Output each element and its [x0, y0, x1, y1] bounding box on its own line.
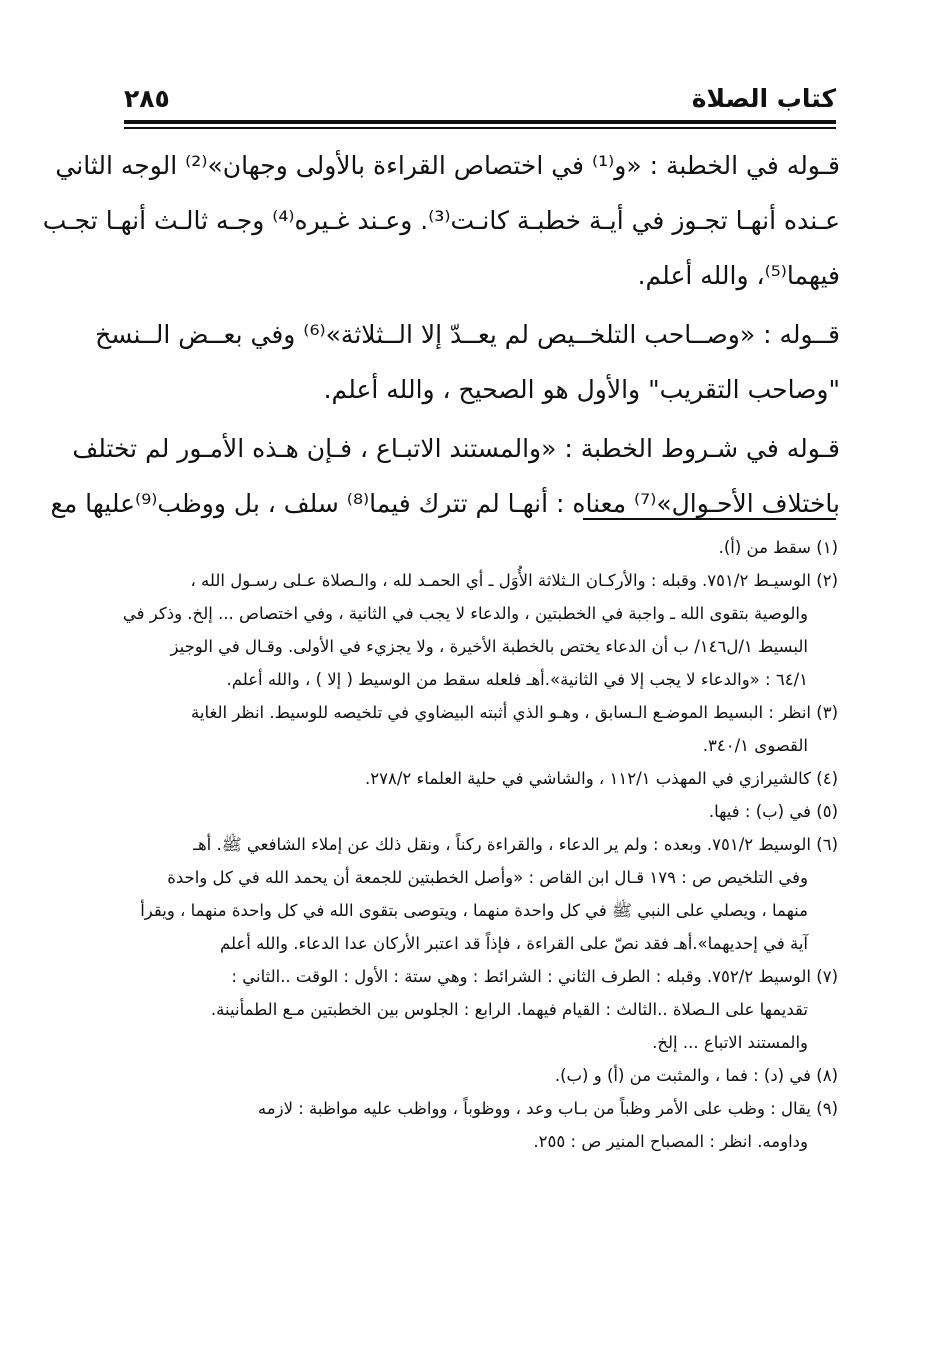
header-rule-thin	[124, 127, 836, 129]
page-header	[124, 84, 836, 118]
main-line-4: قــوله : «وصــاحب التلخــيص لم يعــدّ إلا الــثلاثة»⁽⁶⁾ وفي بعــض الــنسخ	[95, 320, 840, 349]
footnote-line-8: (٤) كالشيرازي في المهذب ١١٢/١ ، والشاشي في حلية العلماء ٢٧٨/٢.	[365, 769, 838, 788]
page-number: ٢٨٥	[124, 84, 170, 113]
footnotes	[118, 531, 838, 1158]
footnote-line-17: (٨) في (د) : فما ، والمثبت من (أ) و (ب).	[554, 1066, 838, 1085]
main-line-6: قـوله في شـروط الخطبة : «والمستند الاتبـاع ، فـإن هـذه الأمـور لم تختلف	[72, 434, 840, 463]
chapter-title: كتاب الصلاة	[691, 84, 836, 113]
footnote-line-1: (١) سقط من (أ).	[718, 538, 838, 557]
footnote-line-16: والمستند الاتباع ... إلخ.	[652, 1033, 808, 1052]
main-line-1: قـوله في الخطبة : «و⁽¹⁾ في اختصاص القراءة بالأولى وجهان»⁽²⁾ الوجه الثاني	[55, 151, 840, 180]
footnote-line-9: (٥) في (ب) : فيها.	[708, 802, 838, 821]
footnote-line-4: البسيط ١/ل١٤٦/ ب أن الدعاء يختص بالخطبة الأخيرة ، ولا يجزيء في الأولى. وقـال في الوجيز	[170, 637, 808, 656]
footnote-line-3: والوصية بتقوى الله ـ واجبة في الخطبتين ، والدعاء لا يجب في الثانية ، وفي اختصاص ... إلخ. وذكر في	[122, 604, 808, 623]
main-text	[42, 138, 840, 531]
main-line-5: "وصاحب التقريب" والأول هو الصحيح ، والله أعلم.	[323, 375, 840, 404]
footnote-line-10: (٦) الوسيط ٧٥١/٢. وبعده : ولم ير الدعاء ، والقراءة ركناً ، ونقل ذلك عن إملاء الشافعي ﷺ. أهـ	[193, 835, 838, 854]
footnote-line-14: (٧) الوسيط ٧٥٢/٢. وقبله : الطرف الثاني : الشرائط : وهي ستة : الأول : الوقت ..الثاني :	[231, 967, 838, 986]
footnote-line-5: ٦٤/١ : «والدعاء لا يجب إلا في الثانية».أهـ فلعله سقط من الوسيط ( إلا ) ، والله أعلم.	[226, 670, 808, 689]
main-line-2: عـنده أنهـا تجـوز في أيـة خطبـة كانـت⁽³⁾. وعـند غـيره⁽⁴⁾ وجـه ثالـث أنهـا تجـب	[42, 206, 840, 235]
main-line-7: باختلاف الأحـوال»⁽⁷⁾ معناه : أنهـا لم تترك فيما⁽⁸⁾ سلف ، بل ووظب⁽⁹⁾عليها مع	[50, 489, 840, 518]
footnote-line-13: آية في إحديهما».أهـ فقد نصّ على القراءة ، فإذاً قد اعتبر الأركان عدا الدعاء. والله أعلم	[220, 934, 808, 953]
footnote-line-19: وداومه. انظر : المصباح المنير ص : ٢٥٥.	[533, 1132, 808, 1151]
footnote-line-15: تقديمها على الـصلاة ..الثالث : القيام فيهما. الرابع : الجلوس بين الخطبتين مـع الطمأنينة.	[210, 1000, 808, 1019]
main-line-3: فيهما⁽⁵⁾، والله أعلم.	[637, 261, 840, 290]
header-rule-thick	[124, 120, 836, 124]
footnote-line-18: (٩) يقال : وظب على الأمر وظباً من بـاب وعد ، ووظوباً ، وواظب عليه مواظبة : لازمه	[257, 1099, 838, 1118]
footnote-line-12: منهما ، ويصلي على النبي ﷺ في كل واحدة منهما ، ويتوصى بتقوى الله في كل واحدة منهما ، ويقرأ	[140, 901, 808, 920]
footnote-separator	[583, 518, 836, 520]
footnote-line-6: (٣) انظر : البسيط الموضـع الـسابق ، وهـو الذي أثبته البيضاوي في تلخيصه للوسيط. انظر الغاية	[191, 703, 838, 722]
footnote-line-2: (٢) الوسيـط ٧٥١/٢. وقبله : والأركـان الـثلاثة الأُوَل ـ أي الحمـد لله ، والـصلاة عـلى رسـول الله ،	[190, 571, 838, 590]
footnote-line-7: القصوى ٣٤٠/١.	[702, 736, 808, 755]
footnote-line-11: وفي التلخيص ص : ١٧٩ قـال ابن القاص : «وأصل الخطبتين للجمعة أن يحمد الله في كل واحدة	[167, 868, 808, 887]
